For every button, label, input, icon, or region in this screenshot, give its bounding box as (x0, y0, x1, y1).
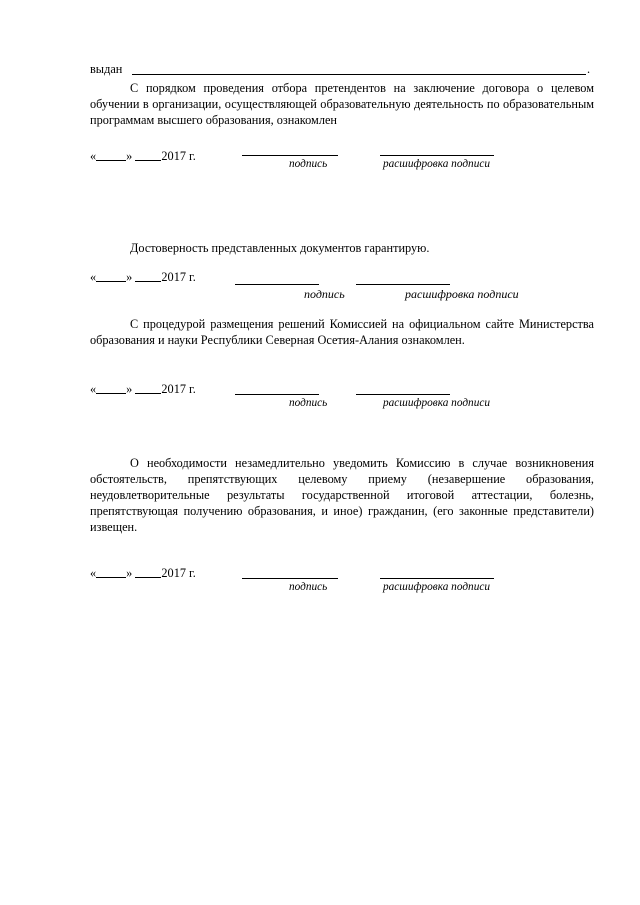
decode-caption-3: расшифровка подписи (383, 397, 491, 409)
paragraph-selection-procedure: С порядком проведения отбора претендентов на заключение договора о целевом обучении в организации, осуществляющей образовательную деятельность по образовательным программам высшего образования, ознакомлен (90, 81, 594, 127)
decode-line-4[interactable] (380, 578, 494, 579)
day-blank[interactable] (96, 281, 126, 282)
quote-open: « (90, 270, 97, 284)
month-blank[interactable] (135, 393, 161, 394)
decode-caption-1: расшифровка подписи (383, 158, 491, 170)
signature-caption-2: подпись (304, 287, 345, 301)
quote-open: « (90, 382, 97, 396)
signature-date-2 (90, 270, 196, 285)
paragraph-notify-commission: О необходимости незамедлительно уведомить Комиссию в случае возникновения обстоятельств, препятствующих целевому приему (незавершение образования, неудовлетворительные результаты государственной итоговой аттестации, болезнь, препятствующая получению образования, и иное) гражданин, (его законные представители) извещен. (90, 456, 594, 534)
quote-close: » (126, 566, 133, 580)
signature-date-4 (90, 566, 196, 581)
month-blank[interactable] (135, 160, 161, 161)
quote-open: « (90, 566, 97, 580)
signature-line-2[interactable] (235, 284, 319, 285)
paragraph-documents-guarantee: Достоверность представленных документов гарантирую. (130, 241, 430, 255)
year-label: 2017 г. (161, 566, 196, 580)
signature-date-3 (90, 382, 196, 397)
signature-caption-4: подпись (289, 581, 328, 593)
decode-line-2[interactable] (356, 284, 450, 285)
quote-open: « (90, 149, 97, 163)
signature-caption-3: подпись (289, 397, 328, 409)
quote-close: » (126, 382, 133, 396)
decode-caption-2: расшифровка подписи (405, 287, 519, 301)
decode-caption-4: расшифровка подписи (383, 581, 491, 593)
quote-close: » (126, 270, 133, 284)
issued-to-field[interactable] (132, 74, 586, 75)
paragraph-commission-decisions: С процедурой размещения решений Комиссией на официальном сайте Министерства образования и науки Республики Северная Осетия-Алания ознакомлен. (90, 317, 594, 347)
day-blank[interactable] (96, 393, 126, 394)
year-label: 2017 г. (161, 149, 196, 163)
signature-line-4[interactable] (242, 578, 338, 579)
signature-line-3[interactable] (235, 394, 319, 395)
issued-end-punct: . (587, 62, 591, 76)
quote-close: » (126, 149, 133, 163)
year-label: 2017 г. (161, 270, 196, 284)
year-label: 2017 г. (161, 382, 196, 396)
issued-label: выдан (90, 62, 123, 76)
decode-line-1[interactable] (380, 155, 494, 156)
decode-line-3[interactable] (356, 394, 450, 395)
signature-line-1[interactable] (242, 155, 338, 156)
day-blank[interactable] (96, 577, 126, 578)
day-blank[interactable] (96, 160, 126, 161)
signature-date-1 (90, 149, 196, 164)
signature-caption-1: подпись (289, 158, 328, 170)
month-blank[interactable] (135, 577, 161, 578)
month-blank[interactable] (135, 281, 161, 282)
